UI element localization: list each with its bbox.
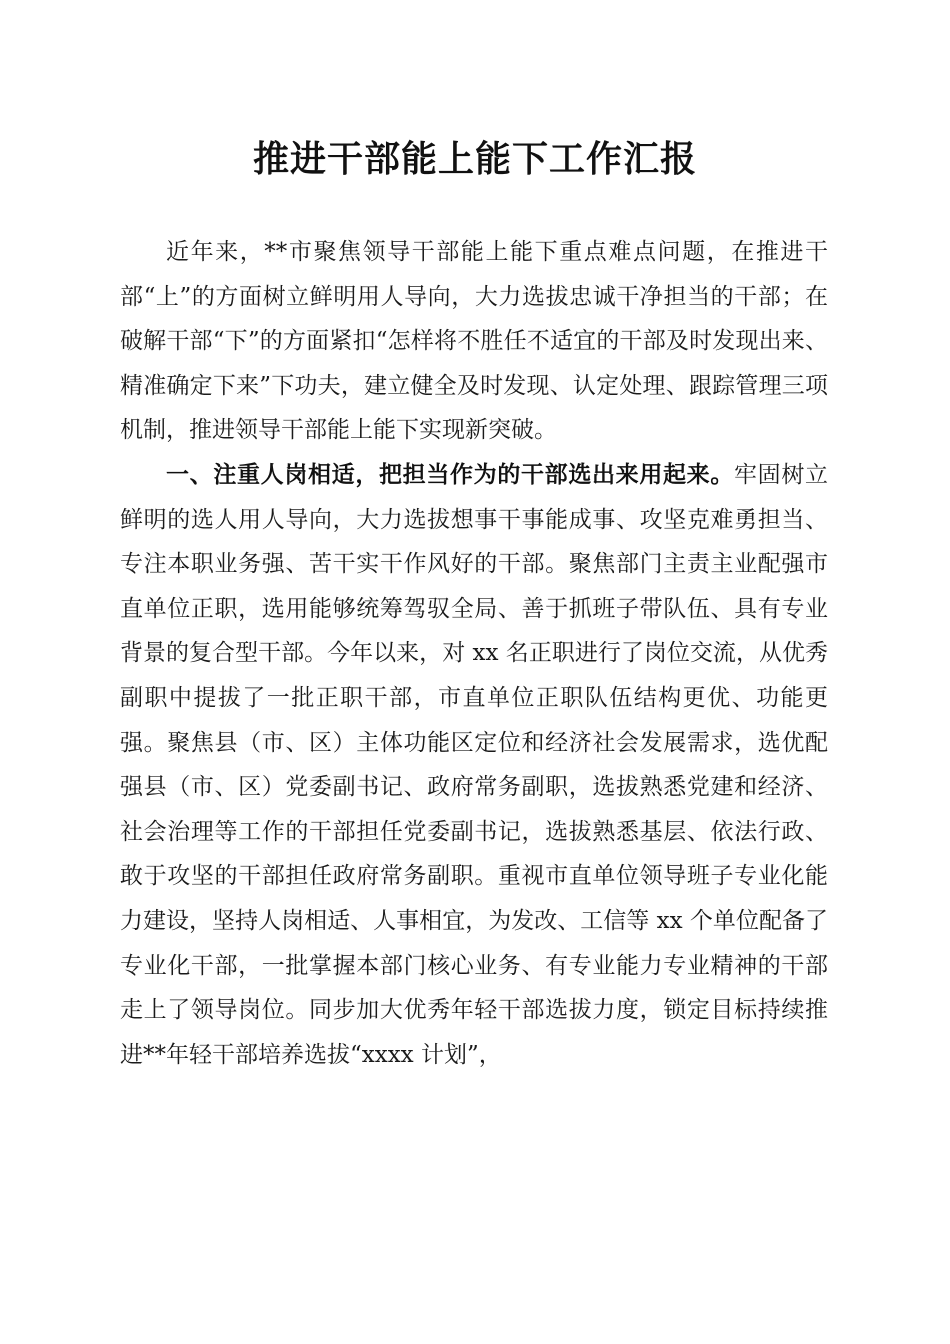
document-title: 推进干部能上能下工作汇报 — [252, 138, 697, 180]
document-body — [120, 230, 828, 1077]
section-one-text: 牢固树立鲜明的选人用人导向，大力选拔想事干事能成事、攻坚克难勇担当、专注本职业务强、苦干实干作风好的干部。聚焦部门主责主业配强市直单位正职，选用能够统筹驾驭全局、善于抓班子带队伍、具有专业背景的复合型干部。今年以来，对 xx 名正职进行了岗位交流，从优秀副职中提拔了一批正职干部，市直单位正职队伍结构更优、功能更强。聚焦县（市、区）主体功能区定位和经济社会发展需求，选优配强县（市、区）党委副书记、政府常务副职，选拔熟悉党建和经济、社会治理等工作的干部担任党委副书记，选拔熟悉基层、依法行政、敢于攻坚的干部担任政府常务副职。重视市直单位领导班子专业化能力建设，坚持人岗相适、人事相宜，为发改、工信等 xx 个单位配备了专业化干部，一批掌握本部门核心业务、有专业能力专业精神的干部走上了领导岗位。同步加大优秀年轻干部选拔力度，锁定目标持续推进**年轻干部培养选拔“xxxx 计划”， — [120, 461, 829, 1068]
section-one-paragraph — [120, 453, 828, 1077]
intro-paragraph: 近年来，**市聚焦领导干部能上能下重点难点问题，在推进干部“上”的方面树立鲜明用人导向，大力选拔忠诚干净担当的干部；在破解干部“下”的方面紧扣“怎样将不胜任不适宜的干部及时发现出来、精准确定下来”下功夫，建立健全及时发现、认定处理、跟踪管理三项机制，推进领导干部能上能下实现新突破。 — [120, 239, 828, 444]
section-one-heading: 一、注重人岗相适，把担当作为的干部选出来用起来。 — [166, 461, 734, 488]
